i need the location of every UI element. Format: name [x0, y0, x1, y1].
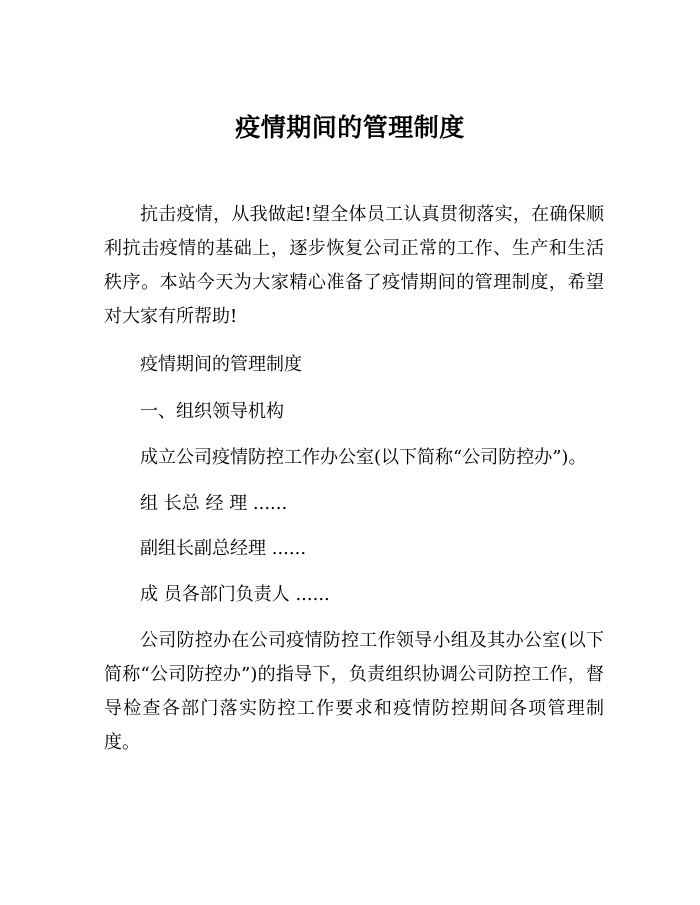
- establish-line: 成立公司疫情防控工作办公室(以下简称“公司防控办”)。: [140, 447, 587, 468]
- member-line: 成 员各部门负责人 ......: [140, 584, 330, 605]
- leader-line: 组 长总 经 理 ......: [140, 493, 288, 514]
- section-heading: 一、组织领导机构: [140, 401, 284, 422]
- document-title: 疫情期间的管理制度: [235, 113, 465, 142]
- intro-paragraph: 抗击疫情，从我做起!望全体员工认真贯彻落实，在确保顺利抗击疫情的基础上，逐步恢复公司正常的工作、生产和生活秩序。本站今天为大家精心准备了疫情期间的管理制度，希望对大家有所帮助!: [104, 204, 604, 327]
- deputy-line: 副组长副总经理 ......: [140, 538, 307, 559]
- duty-paragraph: 公司防控办在公司疫情防控工作领导小组及其办公室(以下简称“公司防控办”)的指导下，负责组织协调公司防控工作，督导检查各部门落实防控工作要求和疫情防控期间各项管理制度。: [104, 630, 604, 753]
- subtitle-line: 疫情期间的管理制度: [140, 354, 302, 375]
